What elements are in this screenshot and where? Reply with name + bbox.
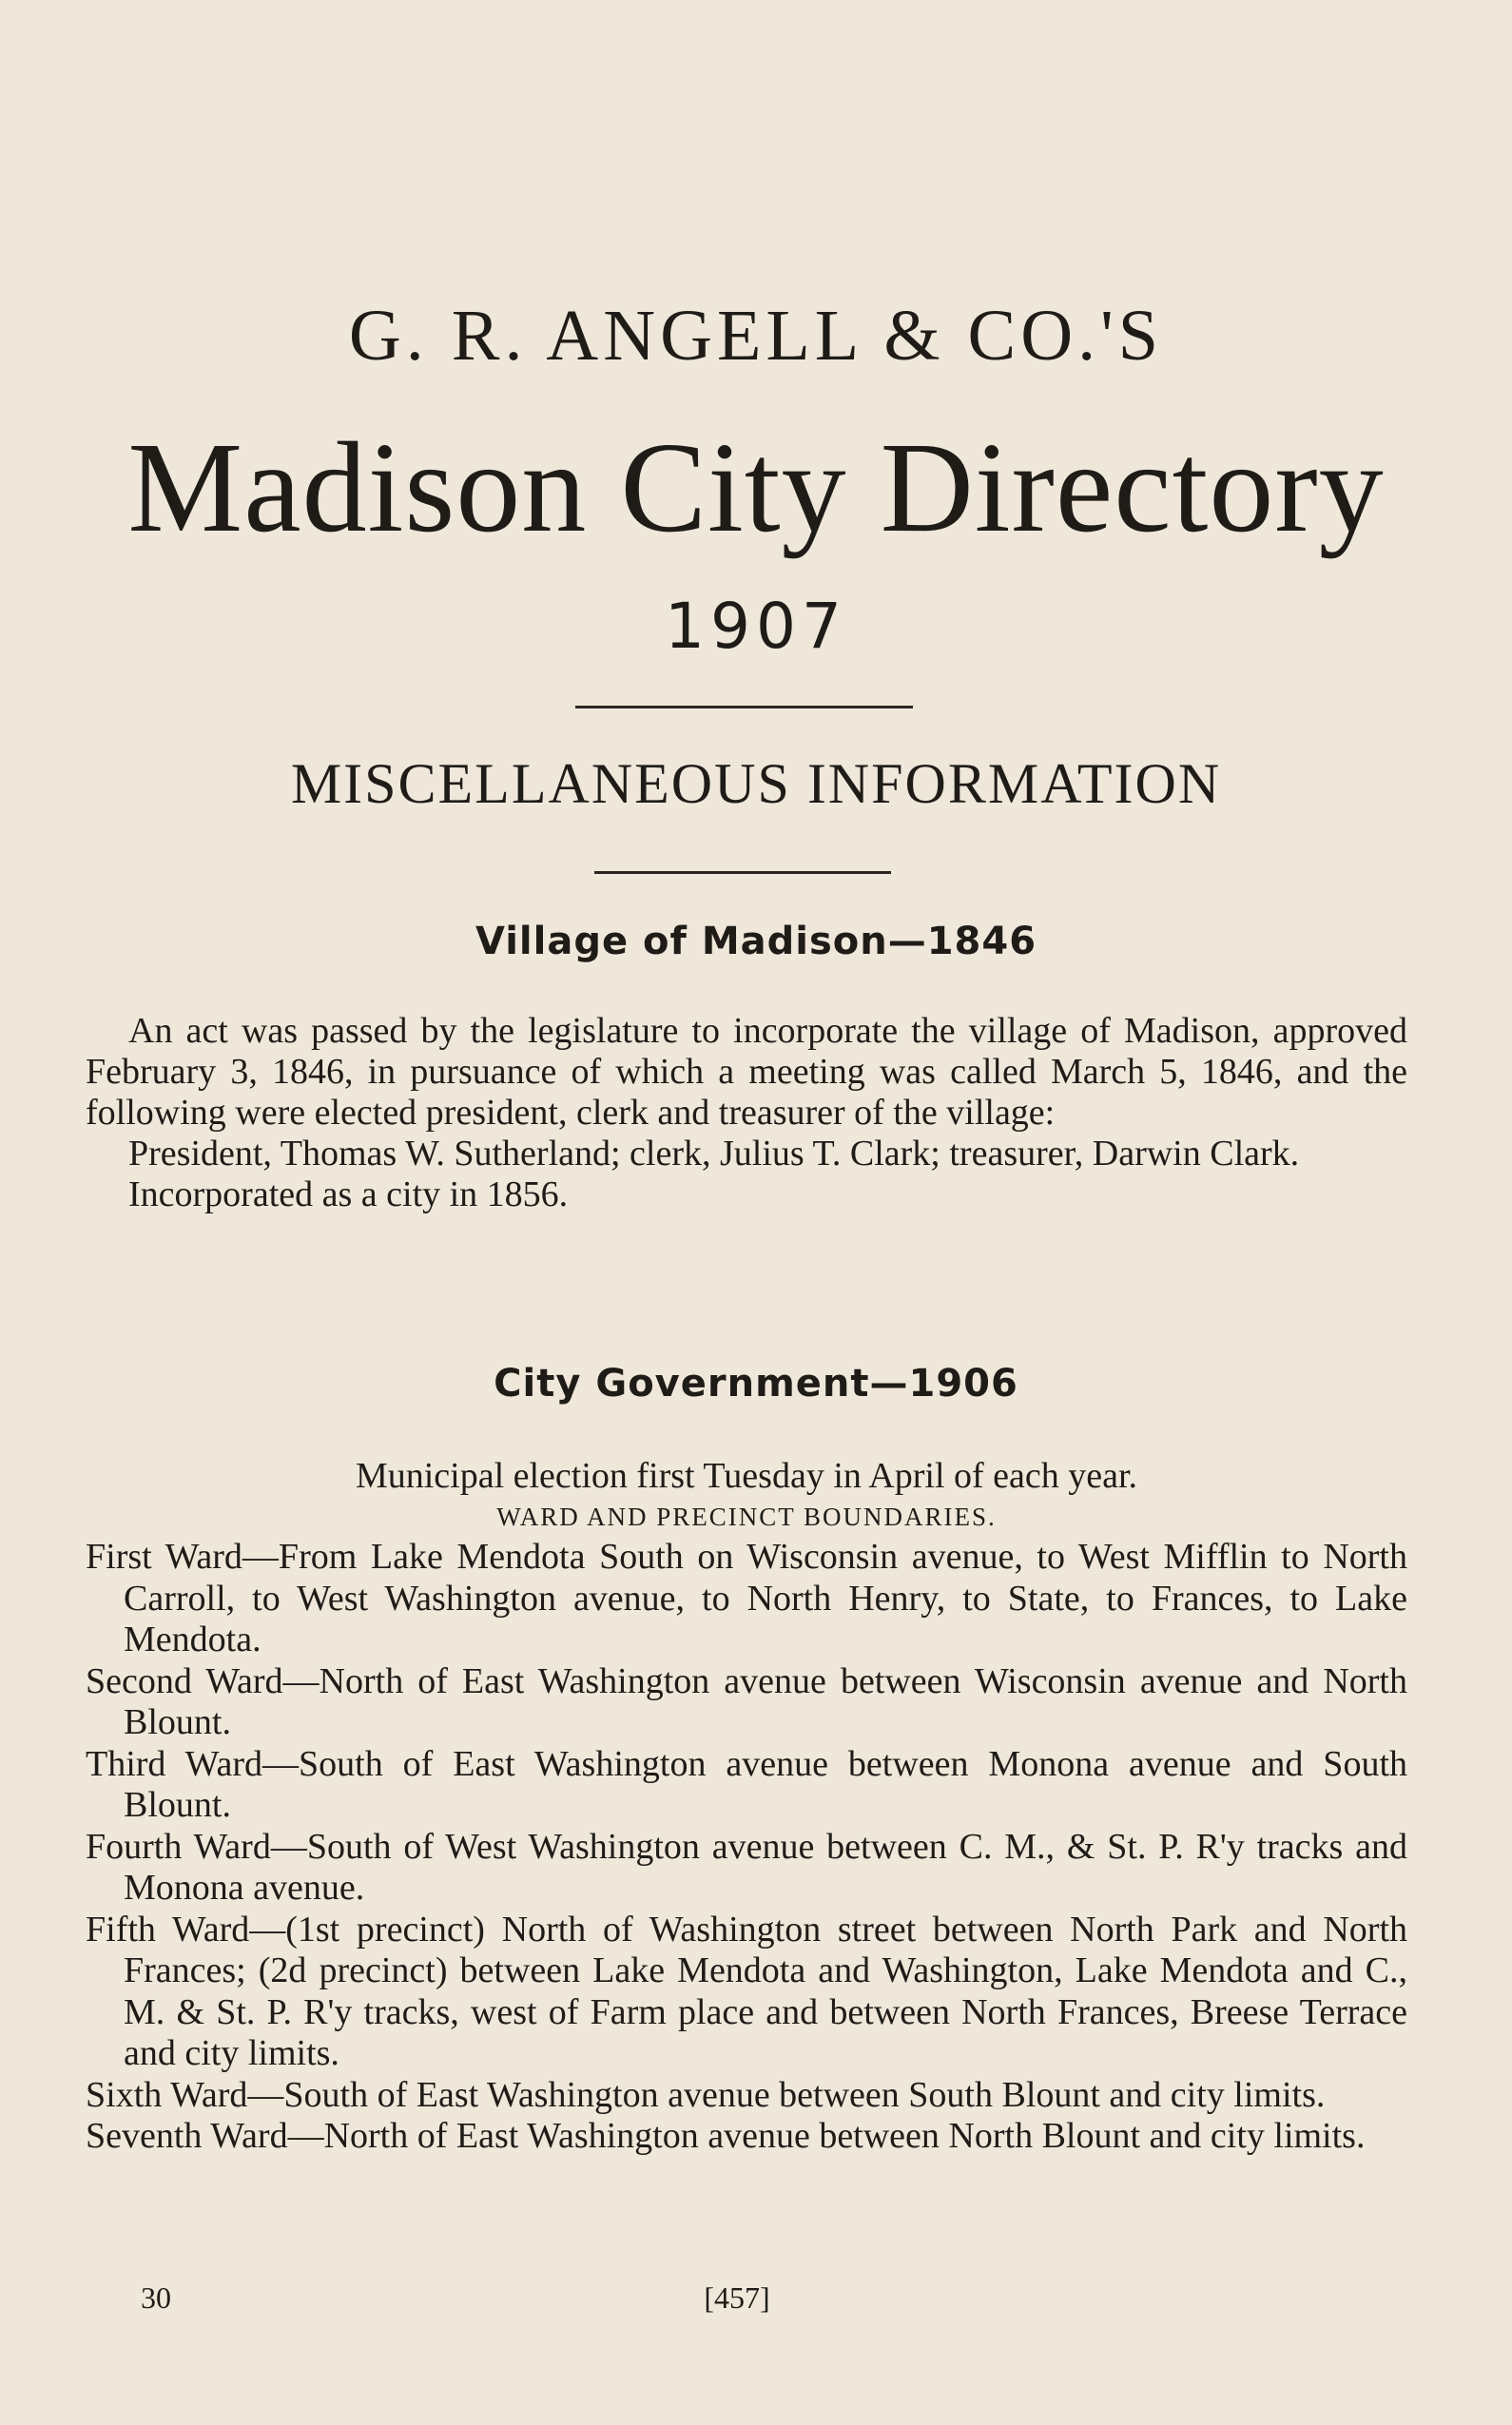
election-note: Municipal election first Tuesday in April of each year. bbox=[355, 1456, 1138, 1496]
ward-entry: Second Ward—North of East Washington avenue between Wisconsin avenue and North Blount. bbox=[86, 1660, 1407, 1742]
publisher-line: G. R. ANGELL & CO.'S bbox=[348, 296, 1164, 376]
ward-entry: Third Ward—South of East Washington avenue between Monona avenue and South Blount. bbox=[86, 1743, 1407, 1825]
paragraph: President, Thomas W. Sutherland; clerk, Julius T. Clark; treasurer, Darwin Clark. bbox=[128, 1134, 1300, 1174]
section-title: MISCELLANEOUS INFORMATION bbox=[290, 752, 1222, 815]
divider bbox=[594, 871, 891, 874]
paragraph: Incorporated as a city in 1856. bbox=[128, 1174, 569, 1214]
boundaries-label: WARD AND PRECINCT BOUNDARIES. bbox=[496, 1503, 997, 1531]
page-number: [457] bbox=[704, 2280, 770, 2315]
ward-entry: Fourth Ward—South of West Washington avenue between C. M., & St. P. R'y tracks and Monona avenue. bbox=[86, 1826, 1407, 1908]
page-title: Madison City Directory bbox=[127, 417, 1385, 559]
ward-entry: Seventh Ward—North of East Washington avenue between North Blount and city limits. bbox=[86, 2116, 1366, 2156]
divider bbox=[575, 706, 913, 708]
ward-entry: First Ward—From Lake Mendota South on Wisconsin avenue, to West Mifflin to North Carroll, to West Washington avenue, to North Henry, to State, to Frances, to Lake Mendota. bbox=[86, 1537, 1407, 1659]
signature-mark: 30 bbox=[141, 2280, 171, 2315]
ward-list bbox=[86, 1537, 1407, 2158]
ward-entry: Fifth Ward—(1st precinct) North of Washington street between North Park and North Frances; (2d precinct) between Lake Mendota and Washington, Lake Mendota and C., M. & St. P. R'y tracks, west of Farm place and between North Frances, Breese Terrace and city limits. bbox=[86, 1909, 1407, 2073]
village-text bbox=[86, 1011, 1407, 1215]
paragraph: An act was passed by the legislature to incorporate the village of Madison, approved February 3, 1846, in pursuance of which a meeting was called March 5, 1846, and the following were elected president, clerk and treasurer of the village: bbox=[86, 1011, 1407, 1133]
village-heading: Village of Madison—1846 bbox=[475, 920, 1037, 963]
city-heading: City Government—1906 bbox=[494, 1362, 1018, 1406]
ward-entry: Sixth Ward—South of East Washington avenue between South Blount and city limits. bbox=[86, 2074, 1326, 2115]
year: 1907 bbox=[665, 590, 847, 663]
